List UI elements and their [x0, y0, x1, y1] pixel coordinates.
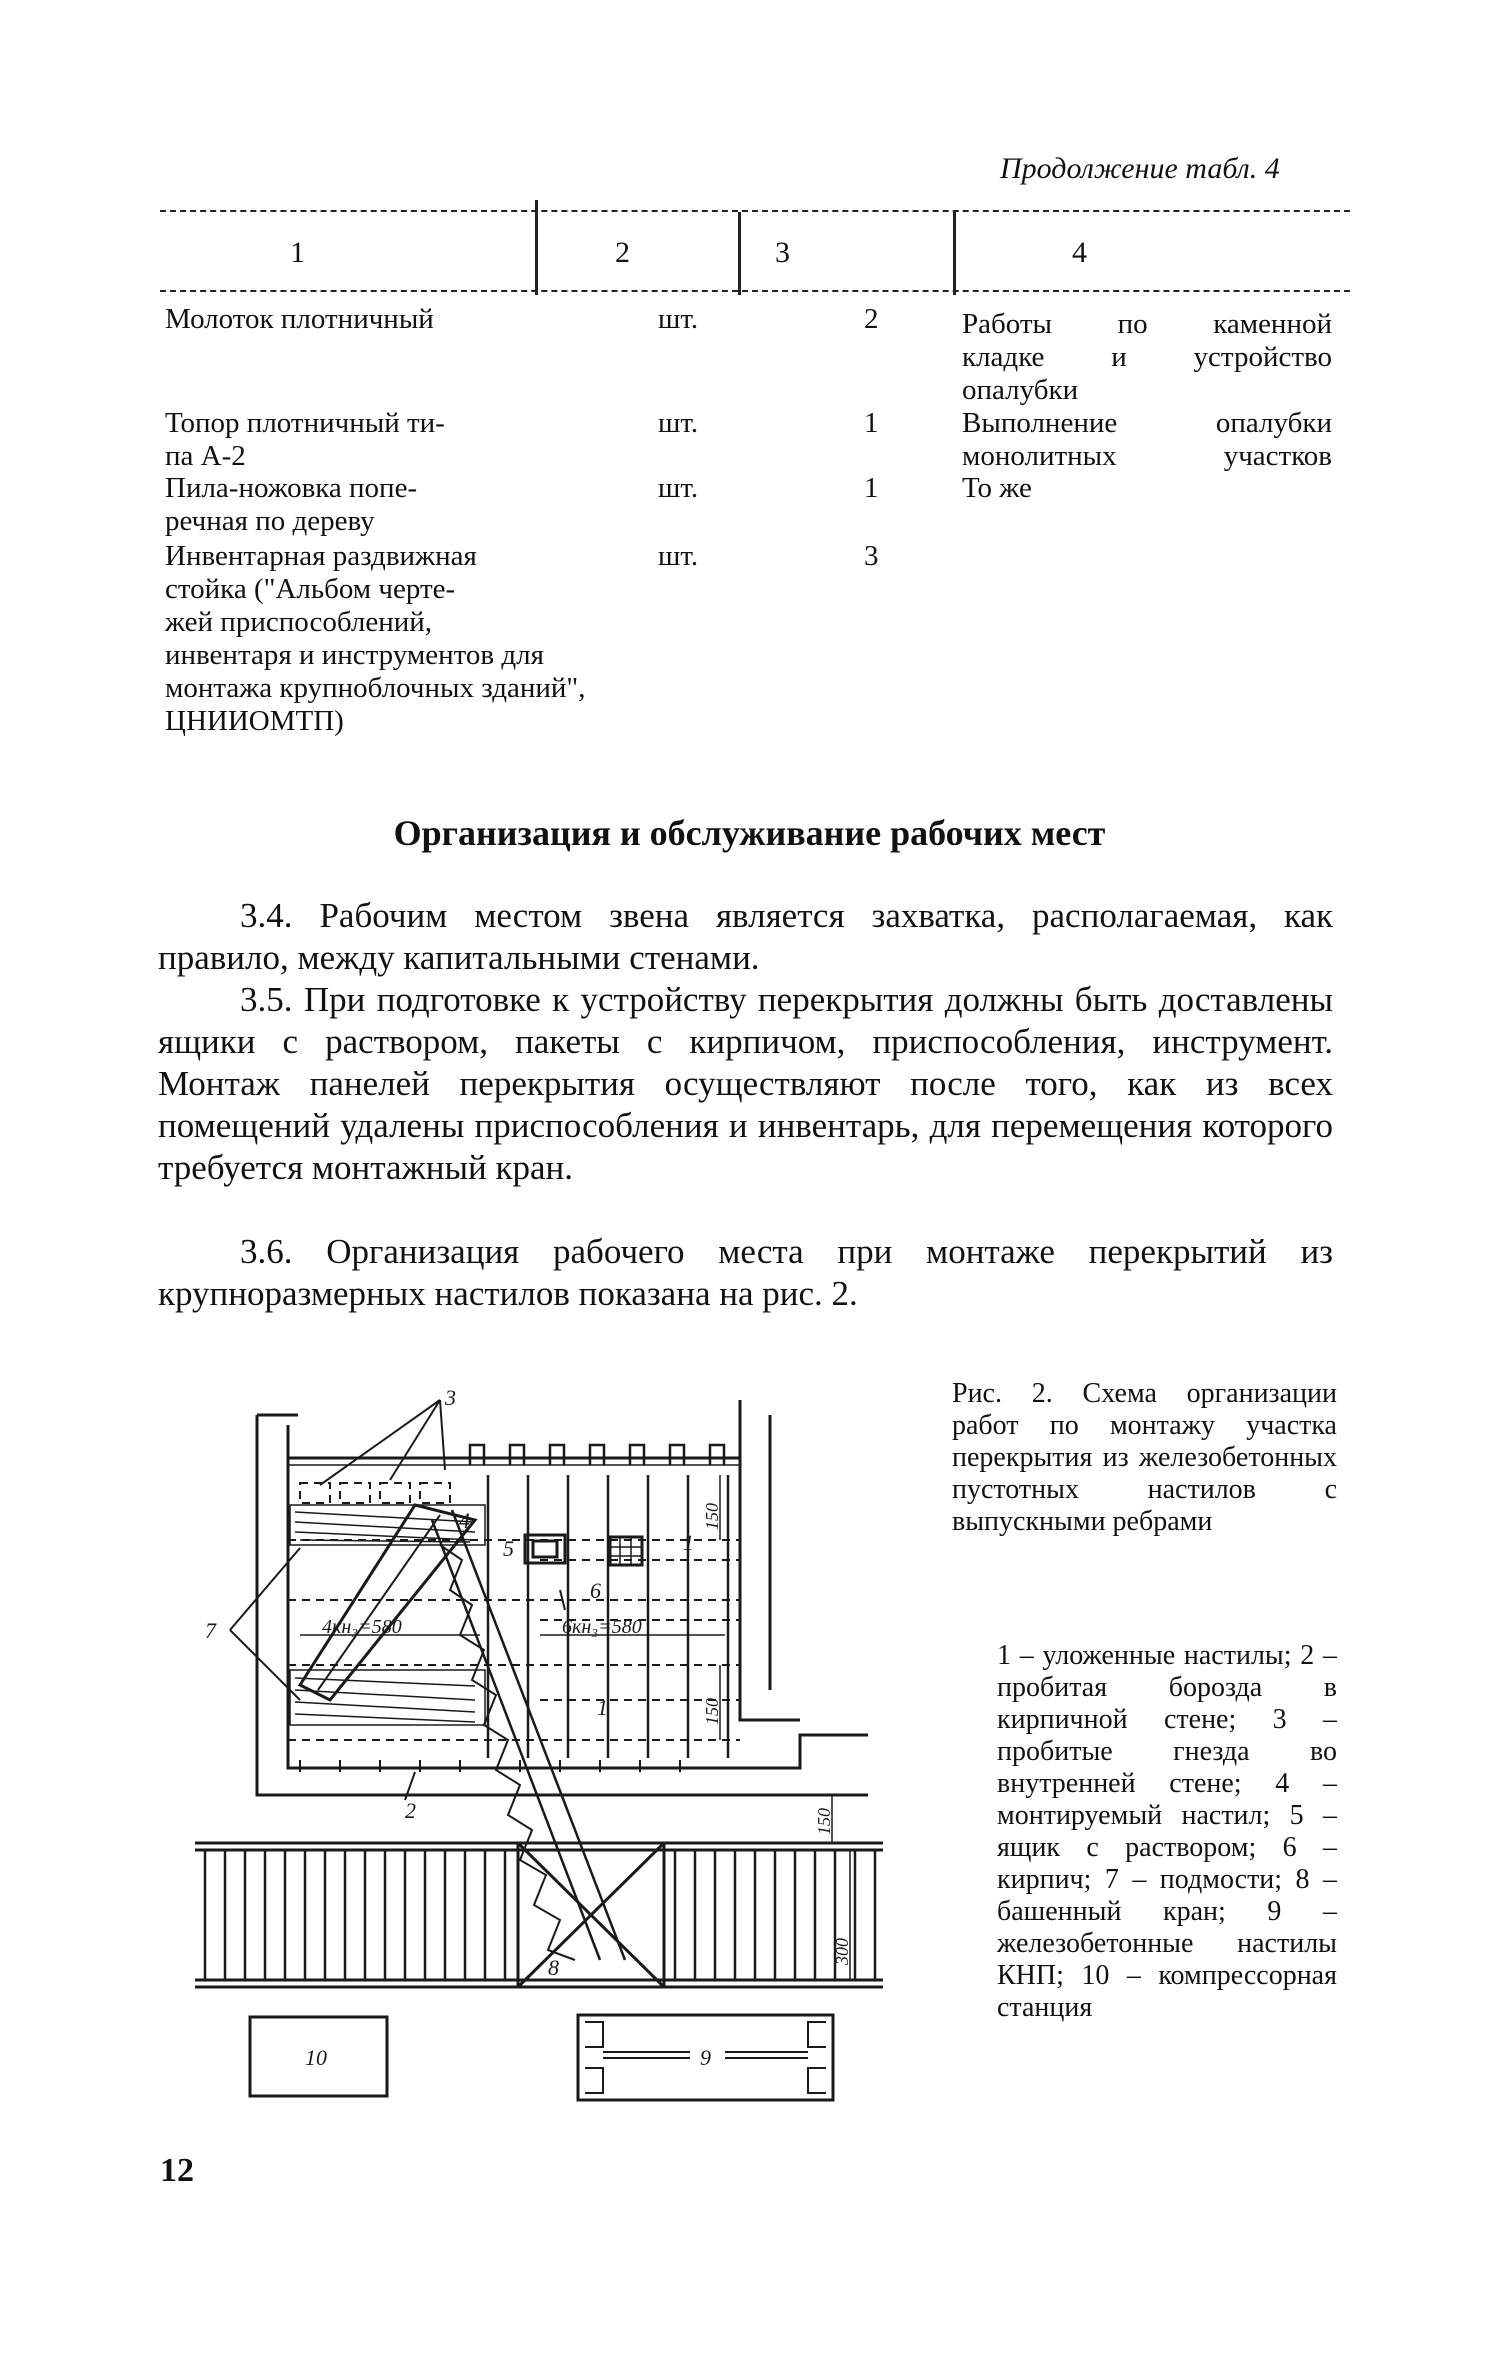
item-name-line: Инвентарная раздвижная [165, 540, 477, 572]
page-number: 12 [160, 2152, 194, 2189]
item-purpose-line: То же [962, 472, 1032, 504]
label-6: 6 [590, 1578, 601, 1603]
table-column-header: 1 [290, 236, 305, 269]
paragraph-text: При подготовке к устройству перекрытия должны быть доставлены ящики с раствором, пакеты с кирпичом, приспособления, инструмент. Монтаж панелей перекрытия осуществляют после того, как из всех помещений удалены приспособления и инвентарь, для перемещения которого требуется монтажный кран. [158, 980, 1333, 1187]
item-name-line: монтажа крупноблочных зданий", [165, 672, 586, 704]
item-purpose-line: монолитных участков [962, 440, 1332, 472]
item-purpose-line: кладке и устройство [962, 341, 1332, 373]
item-name-line: жей приспособлений, [165, 606, 433, 638]
paragraph-number: 3.5. [240, 980, 293, 1019]
item-quantity: 1 [864, 407, 879, 439]
paragraph-text: Организация рабочего места при монтаже перекрытий из крупноразмерных настилов показана на рис. 2. [158, 1232, 1334, 1313]
label-9: 9 [700, 2045, 711, 2070]
item-name-line: инвентаря и инструментов для [165, 639, 544, 671]
figure-caption-title: Рис. 2. Схема организации работ по монтажу участка перекрытия из железобетонных пустотных настилов с выпускными ребрами [952, 1378, 1337, 1537]
dimension-300: 300 [832, 1938, 852, 1965]
rail-sleepers [205, 1850, 875, 1980]
label-3: 3 [445, 1385, 456, 1410]
paragraph-text: Рабочим местом звена является захватка, располагаемая, как правило, между капитальными стенами. [158, 896, 1334, 977]
dimension-left: 4кн₃=580 [322, 1616, 402, 1638]
label-8: 8 [548, 1955, 559, 1980]
item-name-line: па А-2 [165, 440, 246, 472]
item-name-line: речная по дереву [165, 505, 375, 537]
paragraph-number: 3.6. [240, 1232, 293, 1271]
item-quantity: 2 [864, 303, 879, 335]
outer-wall [257, 1415, 868, 1795]
label-1: 1 [597, 1695, 608, 1720]
wall-pockets [470, 1445, 724, 1465]
item-name-line: Молоток плотничный [165, 303, 434, 335]
table-column-header: 4 [1072, 236, 1087, 269]
dimension-right: 6кн₃=580 [562, 1616, 642, 1638]
item-purpose-line: Работы по каменной [962, 308, 1332, 340]
item-name-line: стойка ("Альбом черте- [165, 573, 456, 605]
label-10: 10 [305, 2045, 327, 2070]
label-7: 7 [205, 1618, 216, 1643]
label-4: 4 [459, 1508, 470, 1533]
inner-wall [288, 1425, 868, 1768]
item-quantity: 3 [864, 540, 879, 572]
label-1: 1 [683, 1530, 694, 1555]
figure-caption-legend: 1 – уложенные настилы; 2 – пробитая борозда в кирпичной стене; 3 – пробитые гнезда во внутренней стене; 4 – монтируемый настил; 5 – ящик с раствором; 6 – кирпич; 7 – подмости; 8 – башенный кран; 9 – железобетонные настилы КНП; 10 – компрессорная станция [997, 1640, 1337, 2023]
item-quantity: 1 [864, 472, 879, 504]
section-heading: Организация и обслуживание рабочих мест [393, 813, 1106, 853]
paragraph-number: 3.4. [240, 896, 293, 935]
dimension-150: 150 [814, 1808, 834, 1835]
item-unit: шт. [658, 303, 699, 335]
item-name-line: Пила-ножовка попе- [165, 472, 418, 504]
scaffold-hatching [290, 1505, 485, 1725]
item-unit: шт. [658, 407, 699, 439]
item-name-line: ЦНИИОМТП) [165, 705, 344, 737]
table-column-header: 2 [615, 236, 630, 269]
dimension-150: 150 [702, 1503, 722, 1530]
continuation-label: Продолжение табл. 4 [1000, 152, 1280, 185]
table-column-header: 3 [775, 236, 790, 269]
item-unit: шт. [658, 472, 699, 504]
dimension-150: 150 [702, 1698, 722, 1725]
item-purpose-line: Выполнение опалубки [962, 407, 1332, 439]
label-2: 2 [405, 1798, 416, 1823]
item-purpose-line: опалубки [962, 374, 1079, 406]
item-name-line: Топор плотничный ти- [165, 407, 445, 439]
item-unit: шт. [658, 540, 699, 572]
label-5: 5 [503, 1536, 514, 1561]
